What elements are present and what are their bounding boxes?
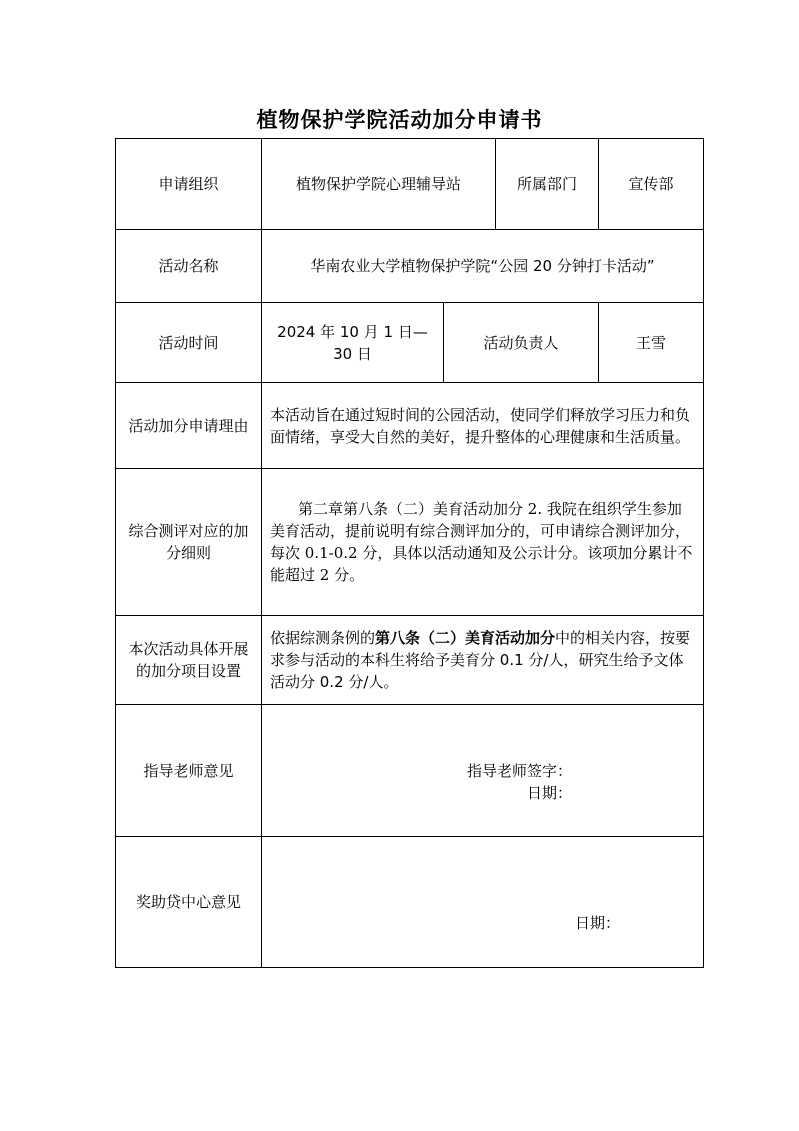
aid-center-opinion-label: 奖助贷中心意见	[116, 837, 262, 968]
row-organization	[116, 139, 704, 230]
row-activity-name	[116, 230, 704, 303]
scoring-suffix: 中的相关内容，按要求参与活动的本科生将给予美育分 0.1 分/人，研究生给予文体活动分 0.2 分/人。	[270, 629, 691, 691]
activity-owner-label: 活动负责人	[444, 303, 599, 383]
activity-time-value: 2024 年 10 月 1 日—30 日	[262, 303, 444, 383]
teacher-opinion-field	[262, 705, 704, 837]
row-rule	[116, 469, 704, 616]
row-aid-center-opinion	[116, 837, 704, 968]
aid-center-date-label: 日期：	[575, 914, 621, 932]
rule-label: 综合测评对应的加分细则	[116, 469, 262, 616]
row-teacher-opinion	[116, 705, 704, 837]
aid-center-opinion-field	[262, 837, 704, 968]
activity-name-label: 活动名称	[116, 230, 262, 303]
reason-value: 本活动旨在通过短时间的公园活动，使同学们释放学习压力和负面情绪，享受大自然的美好，提升整体的心理健康和生活质量。	[262, 383, 704, 469]
activity-name-value: 华南农业大学植物保护学院“公园 20 分钟打卡活动”	[262, 230, 704, 303]
organization-value: 植物保护学院心理辅导站	[262, 139, 496, 230]
scoring-value	[262, 616, 704, 705]
teacher-date-label: 日期：	[527, 784, 573, 802]
teacher-opinion-label: 指导老师意见	[116, 705, 262, 837]
activity-time-label: 活动时间	[116, 303, 262, 383]
teacher-signature-label: 指导老师签字：	[467, 762, 573, 780]
application-form-table	[115, 138, 704, 968]
row-activity-time	[116, 303, 704, 383]
scoring-prefix: 依据综测条例的	[270, 629, 376, 647]
department-value: 宣传部	[599, 139, 704, 230]
row-scoring	[116, 616, 704, 705]
row-reason	[116, 383, 704, 469]
page-title: 植物保护学院活动加分申请书	[256, 108, 543, 132]
activity-owner-value: 王雪	[599, 303, 704, 383]
scoring-bold-clause: 第八条（二）美育活动加分	[375, 629, 556, 647]
scoring-label: 本次活动具体开展的加分项目设置	[116, 616, 262, 705]
reason-label: 活动加分申请理由	[116, 383, 262, 469]
department-label: 所属部门	[496, 139, 599, 230]
organization-label: 申请组织	[116, 139, 262, 230]
rule-value: 第二章第八条（二）美育活动加分 2. 我院在组织学生参加美育活动，提前说明有综合测评加分的，可申请综合测评加分，每次 0.1-0.2 分，具体以活动通知及公示计分。该项加分累计不能超过 2 分。	[270, 500, 693, 584]
